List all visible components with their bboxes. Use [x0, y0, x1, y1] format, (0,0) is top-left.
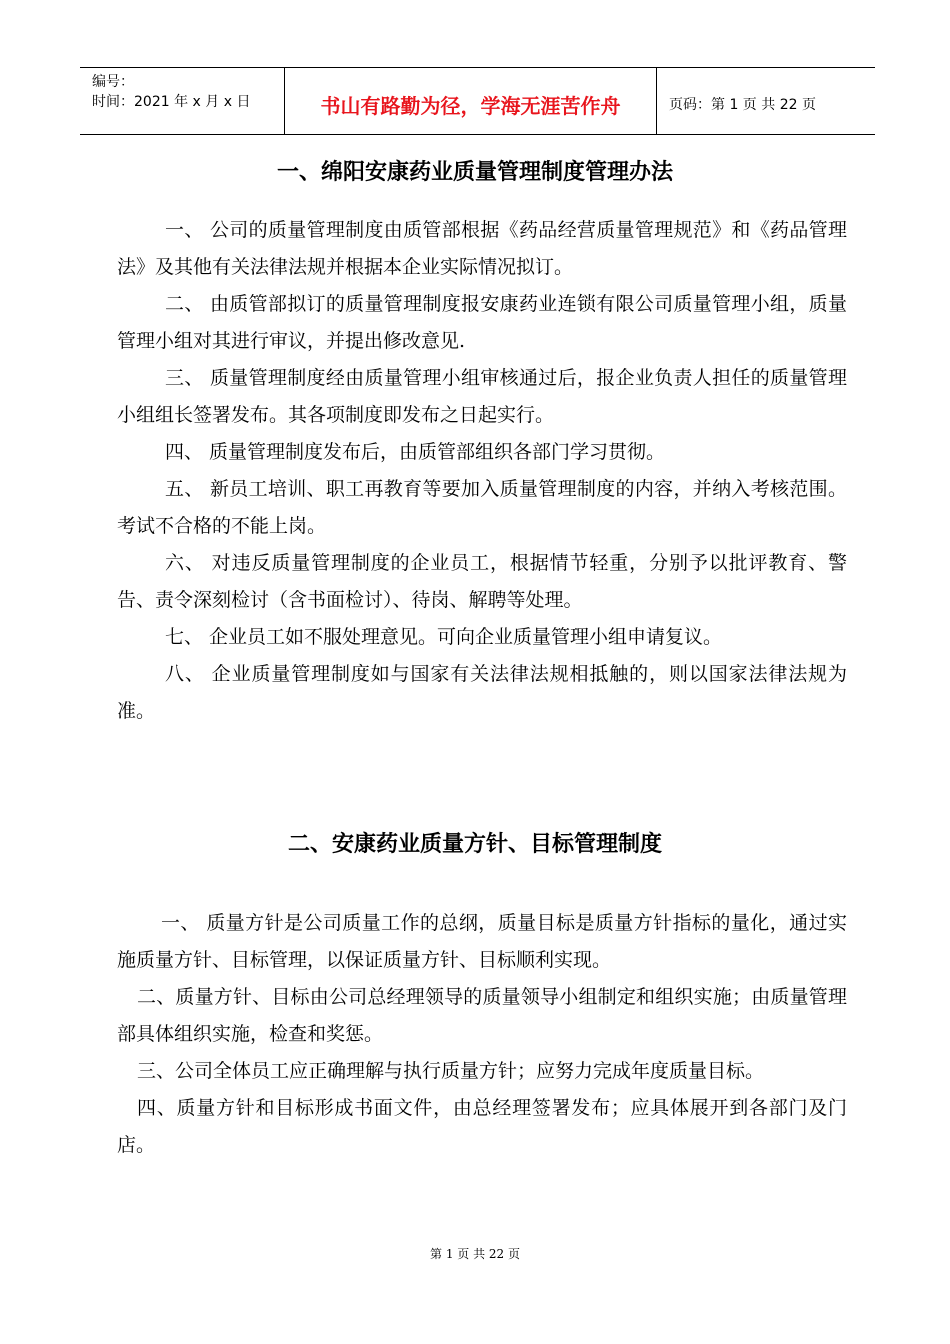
time-label: 时间：2021 年 x 月 x 日 — [92, 94, 251, 110]
section-1-paragraph: 五、 新员工培训、职工再教育等要加入质量管理制度的内容，并纳入考核范围。考试不合格的不能上岗。 — [117, 478, 847, 537]
section-1-paragraph: 八、 企业质量管理制度如与国家有关法律法规相抵触的，则以国家法律法规为准。 — [117, 663, 847, 722]
section-2-paragraph: 四、质量方针和目标形成书面文件，由总经理签署发布；应具体展开到各部门及门店。 — [117, 1097, 847, 1156]
number-label: 编号： — [92, 74, 134, 90]
section-1-body — [117, 212, 847, 730]
section-2-body — [117, 905, 847, 1164]
section-1-paragraph: 七、 企业员工如不服处理意见。可向企业质量管理小组申请复议。 — [165, 626, 723, 648]
header-page-info: 页码：第 1 页 共 22 页 — [669, 97, 816, 113]
section-1-paragraph: 六、 对违反质量管理制度的企业员工，根据情节轻重，分别予以批评教育、警告、责令深刻检讨（含书面检讨）、待岗、解聘等处理。 — [117, 552, 847, 611]
section-2-paragraph: 二、质量方针、目标由公司总经理领导的质量领导小组制定和组织实施；由质量管理部具体组织实施，检查和奖惩。 — [117, 986, 847, 1045]
section-2-title: 二、安康药业质量方针、目标管理制度 — [287, 832, 662, 857]
section-1-title: 一、绵阳安康药业质量管理制度管理办法 — [276, 160, 673, 185]
section-1-paragraph: 二、 由质管部拟订的质量管理制度报安康药业连锁有限公司质量管理小组，质量管理小组对其进行审议，并提出修改意见. — [117, 293, 847, 352]
section-1-paragraph: 一、 公司的质量管理制度由质管部根据《药品经营质量管理规范》和《药品管理法》及其他有关法律法规并根据本企业实际情况拟订。 — [117, 219, 847, 278]
section-1-paragraph: 三、 质量管理制度经由质量管理小组审核通过后，报企业负责人担任的质量管理小组组长签署发布。其各项制度即发布之日起实行。 — [117, 367, 847, 426]
section-1-paragraph: 四、 质量管理制度发布后，由质管部组织各部门学习贯彻。 — [165, 441, 666, 463]
section-2-paragraph: 一、 质量方针是公司质量工作的总纲，质量目标是质量方针指标的量化，通过实施质量方针、目标管理，以保证质量方针、目标顺利实现。 — [117, 912, 847, 971]
header-meta-cell — [80, 68, 285, 134]
header-motto: 书山有路勤为径，学海无涯苦作舟 — [285, 68, 657, 134]
page-footer: 第 1 页 共 22 页 — [430, 1247, 520, 1261]
section-2-paragraph: 三、公司全体员工应正确理解与执行质量方针；应努力完成年度质量目标。 — [137, 1060, 765, 1082]
document-header — [80, 67, 875, 135]
